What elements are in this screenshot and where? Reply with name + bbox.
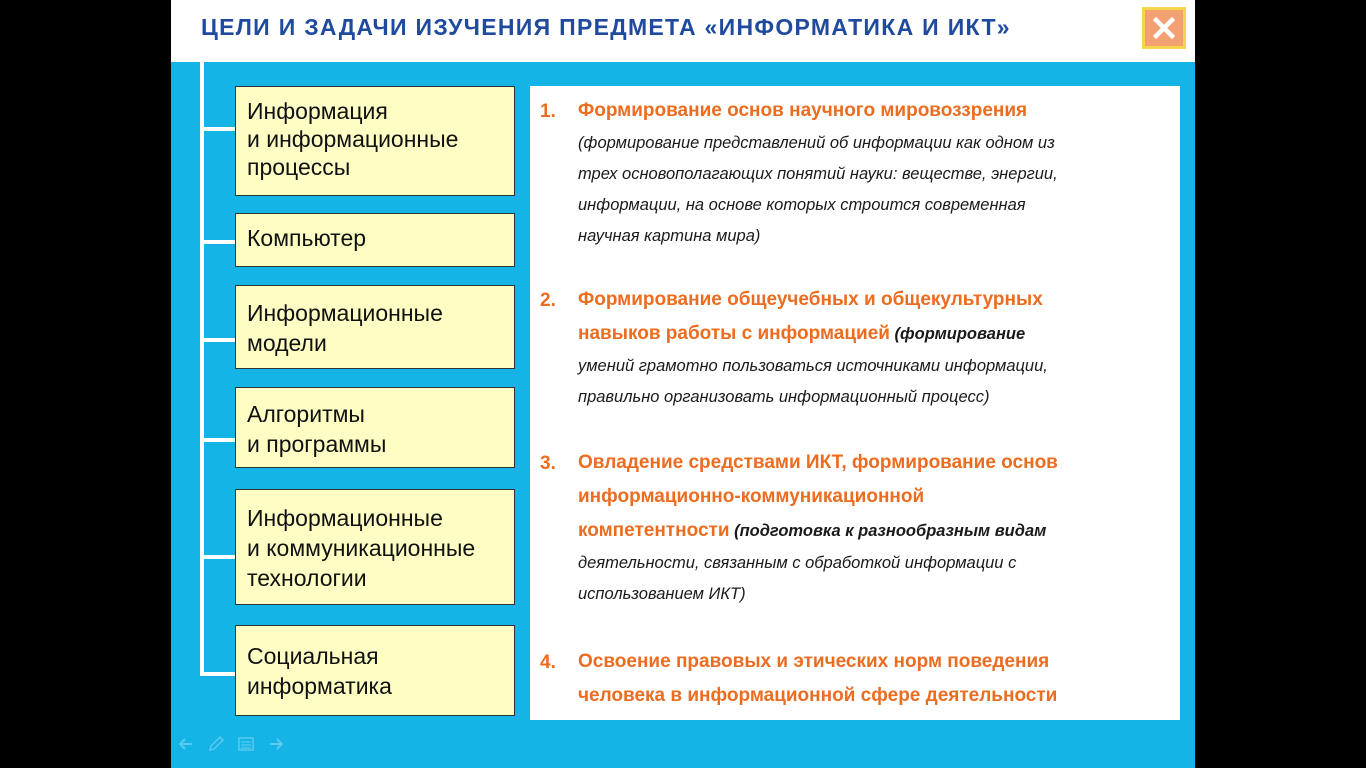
slide	[171, 0, 1195, 768]
pen-icon[interactable]	[207, 735, 225, 753]
topic-box-models[interactable]	[235, 285, 515, 369]
arrow-left-icon[interactable]	[177, 735, 195, 753]
topic-box-algorithms[interactable]	[235, 387, 515, 468]
topic-label: Информационные	[247, 505, 443, 531]
goal-heading: Формирование общеучебных и общекультурных	[578, 289, 1043, 310]
topic-label: Компьютер	[247, 225, 367, 251]
goal-description: информации, на основе которых строится современная	[578, 196, 1026, 214]
topic-label: Алгоритмы	[247, 401, 365, 427]
goal-number: 2.	[540, 290, 556, 311]
goal-number: 1.	[540, 101, 556, 122]
topic-box-technologies[interactable]	[235, 489, 515, 605]
tree-branch	[200, 240, 236, 244]
goal-heading: человека в информационной сфере деятельности	[578, 685, 1058, 706]
topic-label: и программы	[247, 431, 387, 457]
close-button[interactable]	[1142, 7, 1186, 49]
goal-heading: компетентности	[578, 520, 730, 541]
slide-title: ЦЕЛИ И ЗАДАЧИ ИЗУЧЕНИЯ ПРЕДМЕТА «ИНФОРМАТИКА И ИКТ»	[201, 14, 1011, 40]
goal-description: (подготовка к разнообразным видам	[729, 522, 1047, 540]
goal-description: правильно организовать информационный процесс)	[578, 388, 990, 406]
goal-heading: Овладение средствами ИКТ, формирование основ	[578, 452, 1058, 473]
topic-label: Социальная	[247, 643, 379, 669]
goal-description: (формирование	[889, 325, 1026, 343]
goal-heading: информационно-коммуникационной	[578, 486, 925, 507]
goal-heading: навыков работы с информацией	[578, 323, 890, 344]
goal-description: (формирование представлений об информации как одном из	[578, 134, 1055, 152]
topic-label: модели	[247, 330, 327, 356]
close-icon	[1145, 10, 1183, 46]
goal-number: 4.	[540, 652, 556, 673]
goal-heading: Освоение правовых и этических норм поведения	[578, 651, 1050, 672]
topic-label: информатика	[247, 673, 392, 699]
goal-description: умений грамотно пользоваться источниками информации,	[578, 357, 1048, 375]
goal-heading: Формирование основ научного мировоззрения	[578, 100, 1028, 121]
topic-label: Информация	[247, 98, 388, 124]
menu-icon[interactable]	[237, 735, 255, 753]
tree-branch	[200, 672, 236, 676]
goals-panel	[530, 86, 1180, 720]
topic-box-social[interactable]	[235, 625, 515, 716]
header-bar	[171, 0, 1195, 62]
goal-description: деятельности, связанным с обработкой информации с	[578, 554, 1017, 572]
tree-branch	[200, 555, 236, 559]
slide-nav-controls	[177, 735, 285, 753]
tree-branch	[200, 127, 236, 131]
goal-description: научная картина мира)	[578, 227, 761, 245]
topic-label: и коммуникационные	[247, 535, 476, 561]
topic-label: процессы	[247, 154, 351, 180]
tree-branch	[200, 438, 236, 442]
topic-label: Информационные	[247, 300, 443, 326]
goal-number: 3.	[540, 453, 556, 474]
goal-description: использованием ИКТ)	[578, 585, 746, 603]
topic-box-computer[interactable]	[235, 213, 515, 267]
tree-branch	[200, 338, 236, 342]
goal-description: трех основополагающих понятий науки: веществе, энергии,	[578, 165, 1058, 183]
topic-box-information[interactable]	[235, 86, 515, 196]
topic-label: технологии	[247, 565, 367, 591]
topic-label: и информационные	[247, 126, 459, 152]
tree-connector	[200, 62, 204, 676]
arrow-right-icon[interactable]	[267, 735, 285, 753]
